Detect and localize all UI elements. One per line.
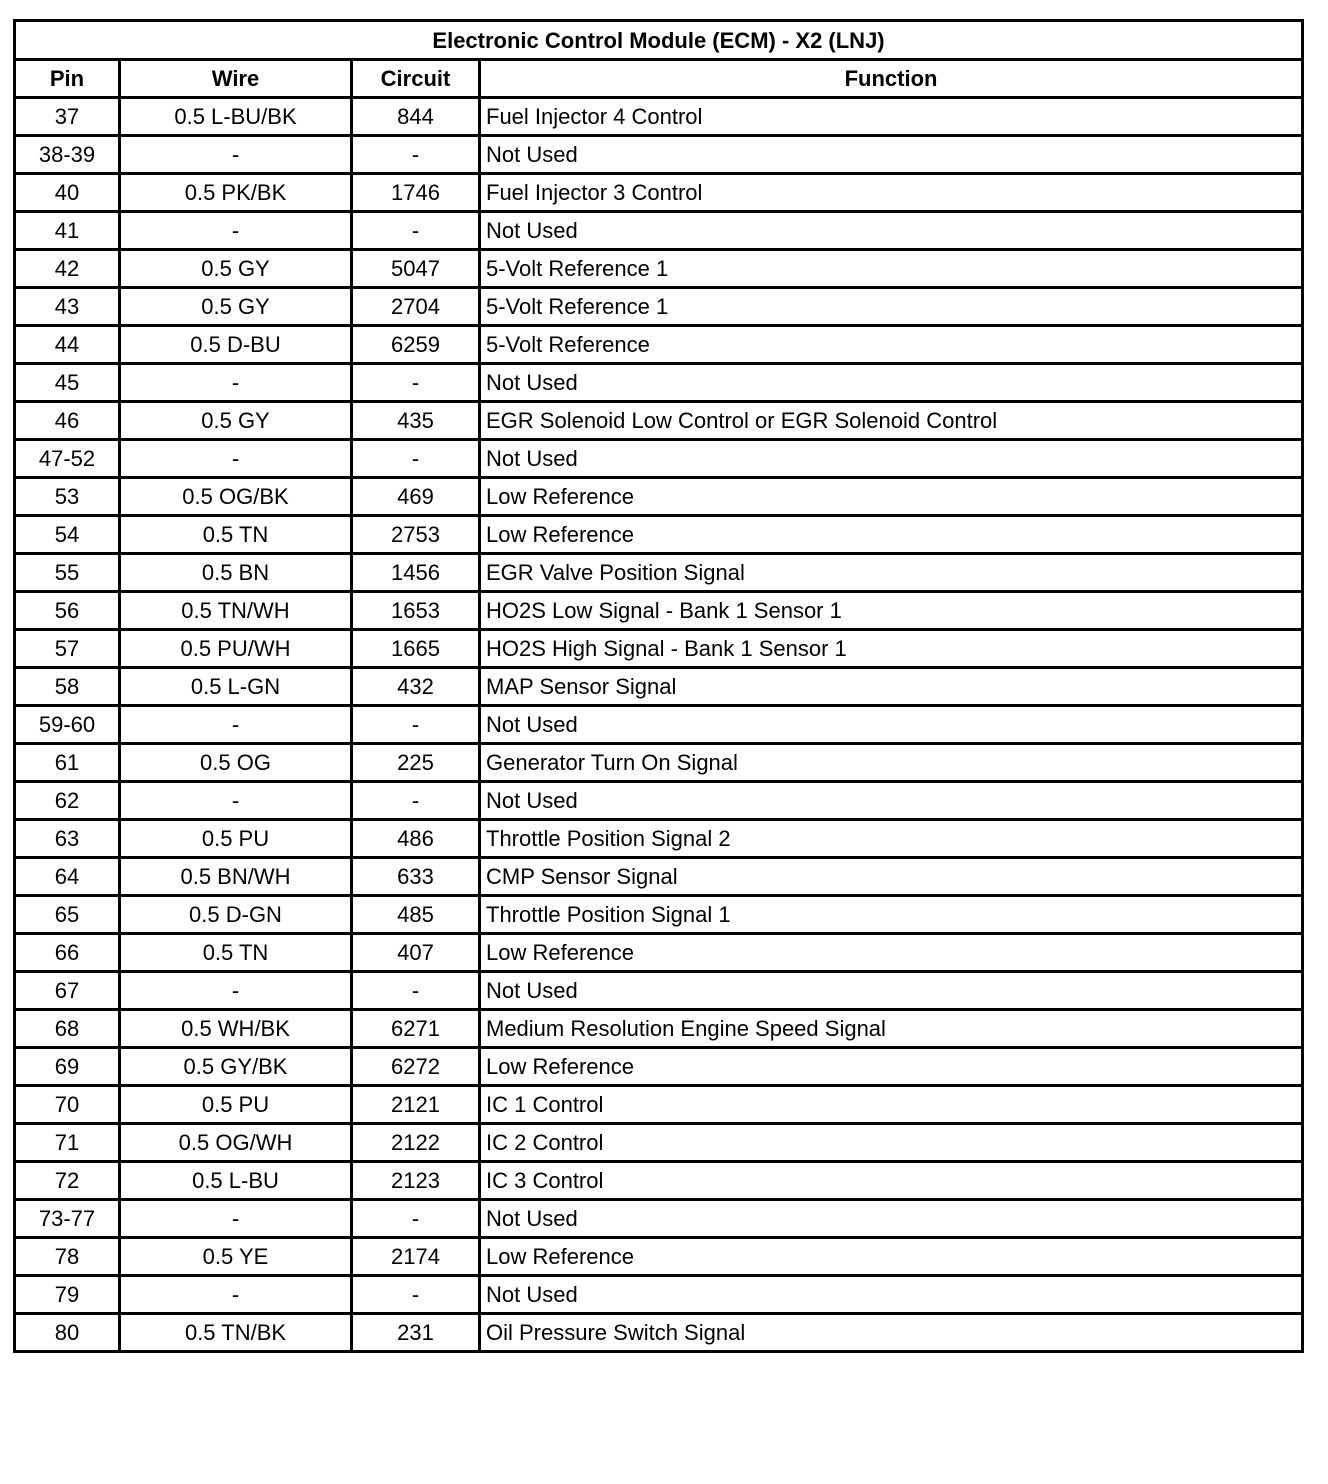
pin-cell: 62	[15, 782, 120, 820]
pin-cell: 40	[15, 174, 120, 212]
function-cell: MAP Sensor Signal	[480, 668, 1303, 706]
function-cell: Not Used	[480, 440, 1303, 478]
table-row	[15, 1276, 1303, 1314]
function-cell: EGR Valve Position Signal	[480, 554, 1303, 592]
wire-cell: 0.5 L-BU/BK	[120, 98, 352, 136]
function-cell: IC 1 Control	[480, 1086, 1303, 1124]
function-cell: Fuel Injector 3 Control	[480, 174, 1303, 212]
function-cell: IC 2 Control	[480, 1124, 1303, 1162]
pin-cell: 59-60	[15, 706, 120, 744]
wire-cell: 0.5 PU/WH	[120, 630, 352, 668]
pin-cell: 41	[15, 212, 120, 250]
circuit-cell: -	[352, 706, 480, 744]
pin-cell: 43	[15, 288, 120, 326]
pin-cell: 54	[15, 516, 120, 554]
pin-cell: 46	[15, 402, 120, 440]
circuit-cell: -	[352, 364, 480, 402]
circuit-cell: 432	[352, 668, 480, 706]
table-row	[15, 1162, 1303, 1200]
function-cell: Low Reference	[480, 478, 1303, 516]
pin-cell: 53	[15, 478, 120, 516]
table-row	[15, 744, 1303, 782]
pin-cell: 37	[15, 98, 120, 136]
wire-cell: -	[120, 364, 352, 402]
pin-cell: 63	[15, 820, 120, 858]
circuit-cell: 2121	[352, 1086, 480, 1124]
function-cell: CMP Sensor Signal	[480, 858, 1303, 896]
wire-cell: 0.5 GY/BK	[120, 1048, 352, 1086]
wire-cell: 0.5 TN/WH	[120, 592, 352, 630]
function-cell: Not Used	[480, 136, 1303, 174]
header-wire: Wire	[120, 60, 352, 98]
wire-cell: 0.5 L-BU	[120, 1162, 352, 1200]
circuit-cell: 231	[352, 1314, 480, 1352]
pin-cell: 44	[15, 326, 120, 364]
pin-cell: 47-52	[15, 440, 120, 478]
wire-cell: 0.5 L-GN	[120, 668, 352, 706]
table-row	[15, 402, 1303, 440]
pin-cell: 38-39	[15, 136, 120, 174]
circuit-cell: 5047	[352, 250, 480, 288]
header-circuit: Circuit	[352, 60, 480, 98]
wire-cell: -	[120, 972, 352, 1010]
table-row	[15, 668, 1303, 706]
function-cell: Not Used	[480, 364, 1303, 402]
wire-cell: 0.5 TN/BK	[120, 1314, 352, 1352]
function-cell: Throttle Position Signal 1	[480, 896, 1303, 934]
wire-cell: 0.5 D-GN	[120, 896, 352, 934]
pin-cell: 42	[15, 250, 120, 288]
table-row	[15, 782, 1303, 820]
wire-cell: 0.5 GY	[120, 250, 352, 288]
table-row	[15, 516, 1303, 554]
circuit-cell: 2174	[352, 1238, 480, 1276]
wire-cell: 0.5 PU	[120, 820, 352, 858]
function-cell: Not Used	[480, 212, 1303, 250]
wire-cell: 0.5 TN	[120, 934, 352, 972]
pinout-table	[13, 19, 1304, 1353]
circuit-cell: 1746	[352, 174, 480, 212]
circuit-cell: 1456	[352, 554, 480, 592]
pin-cell: 79	[15, 1276, 120, 1314]
pin-cell: 67	[15, 972, 120, 1010]
pin-cell: 78	[15, 1238, 120, 1276]
wire-cell: 0.5 OG	[120, 744, 352, 782]
circuit-cell: 6272	[352, 1048, 480, 1086]
function-cell: Throttle Position Signal 2	[480, 820, 1303, 858]
circuit-cell: 2753	[352, 516, 480, 554]
wire-cell: -	[120, 212, 352, 250]
pin-cell: 80	[15, 1314, 120, 1352]
function-cell: 5-Volt Reference 1	[480, 288, 1303, 326]
function-cell: Medium Resolution Engine Speed Signal	[480, 1010, 1303, 1048]
circuit-cell: -	[352, 212, 480, 250]
table-row	[15, 136, 1303, 174]
circuit-cell: -	[352, 1200, 480, 1238]
wire-cell: -	[120, 706, 352, 744]
circuit-cell: 1665	[352, 630, 480, 668]
pin-cell: 55	[15, 554, 120, 592]
pin-cell: 58	[15, 668, 120, 706]
table-row	[15, 706, 1303, 744]
pin-cell: 57	[15, 630, 120, 668]
table-row	[15, 250, 1303, 288]
function-cell: Low Reference	[480, 1238, 1303, 1276]
table-row	[15, 1086, 1303, 1124]
pin-cell: 56	[15, 592, 120, 630]
table-row	[15, 1314, 1303, 1352]
circuit-cell: 485	[352, 896, 480, 934]
circuit-cell: -	[352, 136, 480, 174]
function-cell: Low Reference	[480, 934, 1303, 972]
table-row	[15, 1124, 1303, 1162]
function-cell: Not Used	[480, 706, 1303, 744]
table-row	[15, 1200, 1303, 1238]
pin-cell: 73-77	[15, 1200, 120, 1238]
pin-cell: 66	[15, 934, 120, 972]
table-row	[15, 326, 1303, 364]
table-row	[15, 212, 1303, 250]
pin-cell: 68	[15, 1010, 120, 1048]
table-row	[15, 972, 1303, 1010]
circuit-cell: 1653	[352, 592, 480, 630]
table-row	[15, 820, 1303, 858]
wire-cell: 0.5 BN/WH	[120, 858, 352, 896]
function-cell: Generator Turn On Signal	[480, 744, 1303, 782]
function-cell: Not Used	[480, 1200, 1303, 1238]
function-cell: Fuel Injector 4 Control	[480, 98, 1303, 136]
function-cell: IC 3 Control	[480, 1162, 1303, 1200]
header-function: Function	[480, 60, 1303, 98]
circuit-cell: -	[352, 782, 480, 820]
circuit-cell: 633	[352, 858, 480, 896]
pin-cell: 65	[15, 896, 120, 934]
wire-cell: 0.5 GY	[120, 402, 352, 440]
function-cell: 5-Volt Reference 1	[480, 250, 1303, 288]
table-row	[15, 174, 1303, 212]
table-row	[15, 478, 1303, 516]
circuit-cell: 486	[352, 820, 480, 858]
table-row	[15, 98, 1303, 136]
function-cell: Not Used	[480, 972, 1303, 1010]
circuit-cell: 6259	[352, 326, 480, 364]
wire-cell: 0.5 GY	[120, 288, 352, 326]
function-cell: Not Used	[480, 1276, 1303, 1314]
table-row	[15, 858, 1303, 896]
wire-cell: -	[120, 440, 352, 478]
header-pin: Pin	[15, 60, 120, 98]
wire-cell: 0.5 TN	[120, 516, 352, 554]
circuit-cell: 469	[352, 478, 480, 516]
table-row	[15, 288, 1303, 326]
wire-cell: 0.5 WH/BK	[120, 1010, 352, 1048]
pin-cell: 61	[15, 744, 120, 782]
wire-cell: -	[120, 1200, 352, 1238]
wire-cell: 0.5 YE	[120, 1238, 352, 1276]
function-cell: HO2S High Signal - Bank 1 Sensor 1	[480, 630, 1303, 668]
function-cell: HO2S Low Signal - Bank 1 Sensor 1	[480, 592, 1303, 630]
pin-cell: 69	[15, 1048, 120, 1086]
function-cell: EGR Solenoid Low Control or EGR Solenoid Control	[480, 402, 1303, 440]
function-cell: 5-Volt Reference	[480, 326, 1303, 364]
circuit-cell: 2123	[352, 1162, 480, 1200]
circuit-cell: -	[352, 1276, 480, 1314]
circuit-cell: 407	[352, 934, 480, 972]
circuit-cell: 225	[352, 744, 480, 782]
wire-cell: 0.5 D-BU	[120, 326, 352, 364]
pin-cell: 45	[15, 364, 120, 402]
pin-cell: 72	[15, 1162, 120, 1200]
circuit-cell: 2122	[352, 1124, 480, 1162]
circuit-cell: -	[352, 440, 480, 478]
table-row	[15, 1010, 1303, 1048]
table-row	[15, 592, 1303, 630]
wire-cell: 0.5 PK/BK	[120, 174, 352, 212]
table-title: Electronic Control Module (ECM) - X2 (LNJ)	[15, 21, 1303, 60]
table-row	[15, 554, 1303, 592]
wire-cell: 0.5 OG/WH	[120, 1124, 352, 1162]
wire-cell: 0.5 OG/BK	[120, 478, 352, 516]
wire-cell: -	[120, 1276, 352, 1314]
pin-cell: 70	[15, 1086, 120, 1124]
pin-cell: 71	[15, 1124, 120, 1162]
function-cell: Not Used	[480, 782, 1303, 820]
table-row	[15, 364, 1303, 402]
function-cell: Low Reference	[480, 1048, 1303, 1086]
function-cell: Oil Pressure Switch Signal	[480, 1314, 1303, 1352]
table-row	[15, 440, 1303, 478]
pin-cell: 64	[15, 858, 120, 896]
table-row	[15, 1238, 1303, 1276]
wire-cell: 0.5 PU	[120, 1086, 352, 1124]
header-row	[15, 60, 1303, 98]
circuit-cell: 6271	[352, 1010, 480, 1048]
circuit-cell: 2704	[352, 288, 480, 326]
circuit-cell: -	[352, 972, 480, 1010]
wire-cell: -	[120, 136, 352, 174]
table-row	[15, 934, 1303, 972]
wire-cell: -	[120, 782, 352, 820]
wire-cell: 0.5 BN	[120, 554, 352, 592]
circuit-cell: 844	[352, 98, 480, 136]
table-row	[15, 1048, 1303, 1086]
table-row	[15, 630, 1303, 668]
function-cell: Low Reference	[480, 516, 1303, 554]
table-row	[15, 896, 1303, 934]
circuit-cell: 435	[352, 402, 480, 440]
